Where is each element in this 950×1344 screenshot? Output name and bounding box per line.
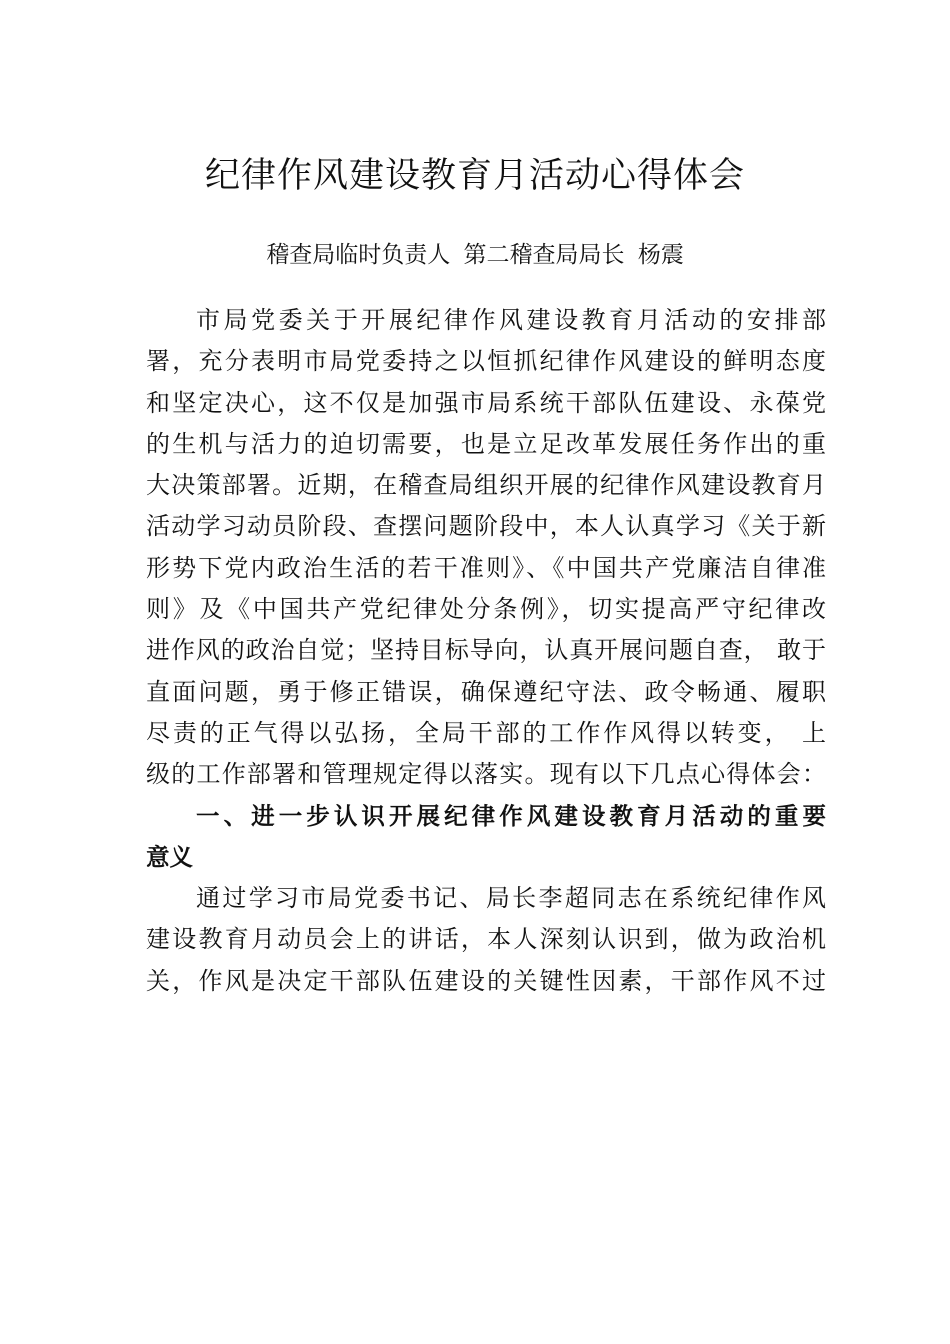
text-line: 署，充分表明市局党委持之以恒抓纪律作风建设的鲜明态度	[146, 347, 826, 376]
text-line: 直面问题，勇于修正错误，确保遵纪守法、政令畅通、履职	[146, 677, 826, 706]
text-line: 大决策部署。近期，在稽查局组织开展的纪律作风建设教育月	[146, 471, 826, 500]
text-line: 级的工作部署和管理规定得以落实。现有以下几点心得体会：	[146, 760, 826, 789]
author-role-acting-head: 稽查局临时负责人	[266, 242, 451, 268]
text-line: 关，作风是决定干部队伍建设的关键性因素，干部作风不过	[146, 966, 826, 995]
text-line: 形势下党内政治生活的若干准则》、《中国共产党廉洁自律准	[146, 553, 826, 582]
text-line: 通过学习市局党委书记、局长李超同志在系统纪律作风	[196, 884, 826, 913]
text-line: 的生机与活力的迫切需要，也是立足改革发展任务作出的重	[146, 429, 826, 458]
text-line: 活动学习动员阶段、查摆问题阶段中，本人认真学习《关于新	[146, 512, 826, 541]
section-heading-line: 一、进一步认识开展纪律作风建设教育月活动的重要	[196, 801, 826, 830]
text-line: 进作风的政治自觉；坚持目标导向，认真开展问题自查， 敢于	[146, 636, 826, 665]
text-line: 建设教育月动员会上的讲话，本人深刻认识到，做为政治机	[146, 925, 826, 954]
text-line: 和坚定决心，这不仅是加强市局系统干部队伍建设、永葆党	[146, 388, 826, 417]
document-title: 纪律作风建设教育月活动心得体会	[204, 156, 745, 196]
text-line: 市局党委关于开展纪律作风建设教育月活动的安排部	[196, 306, 826, 334]
text-line: 则》及《中国共产党纪律处分条例》，切实提高严守纪律改	[146, 595, 826, 624]
author-role-director: 第二稽查局局长	[463, 242, 625, 268]
section-heading-line: 意义	[146, 842, 193, 871]
author-line	[0, 238, 950, 272]
document-body	[146, 300, 826, 1002]
author-name: 杨震	[637, 242, 684, 268]
text-line: 尽责的正气得以弘扬，全局干部的工作作风得以转变， 上	[146, 718, 826, 747]
